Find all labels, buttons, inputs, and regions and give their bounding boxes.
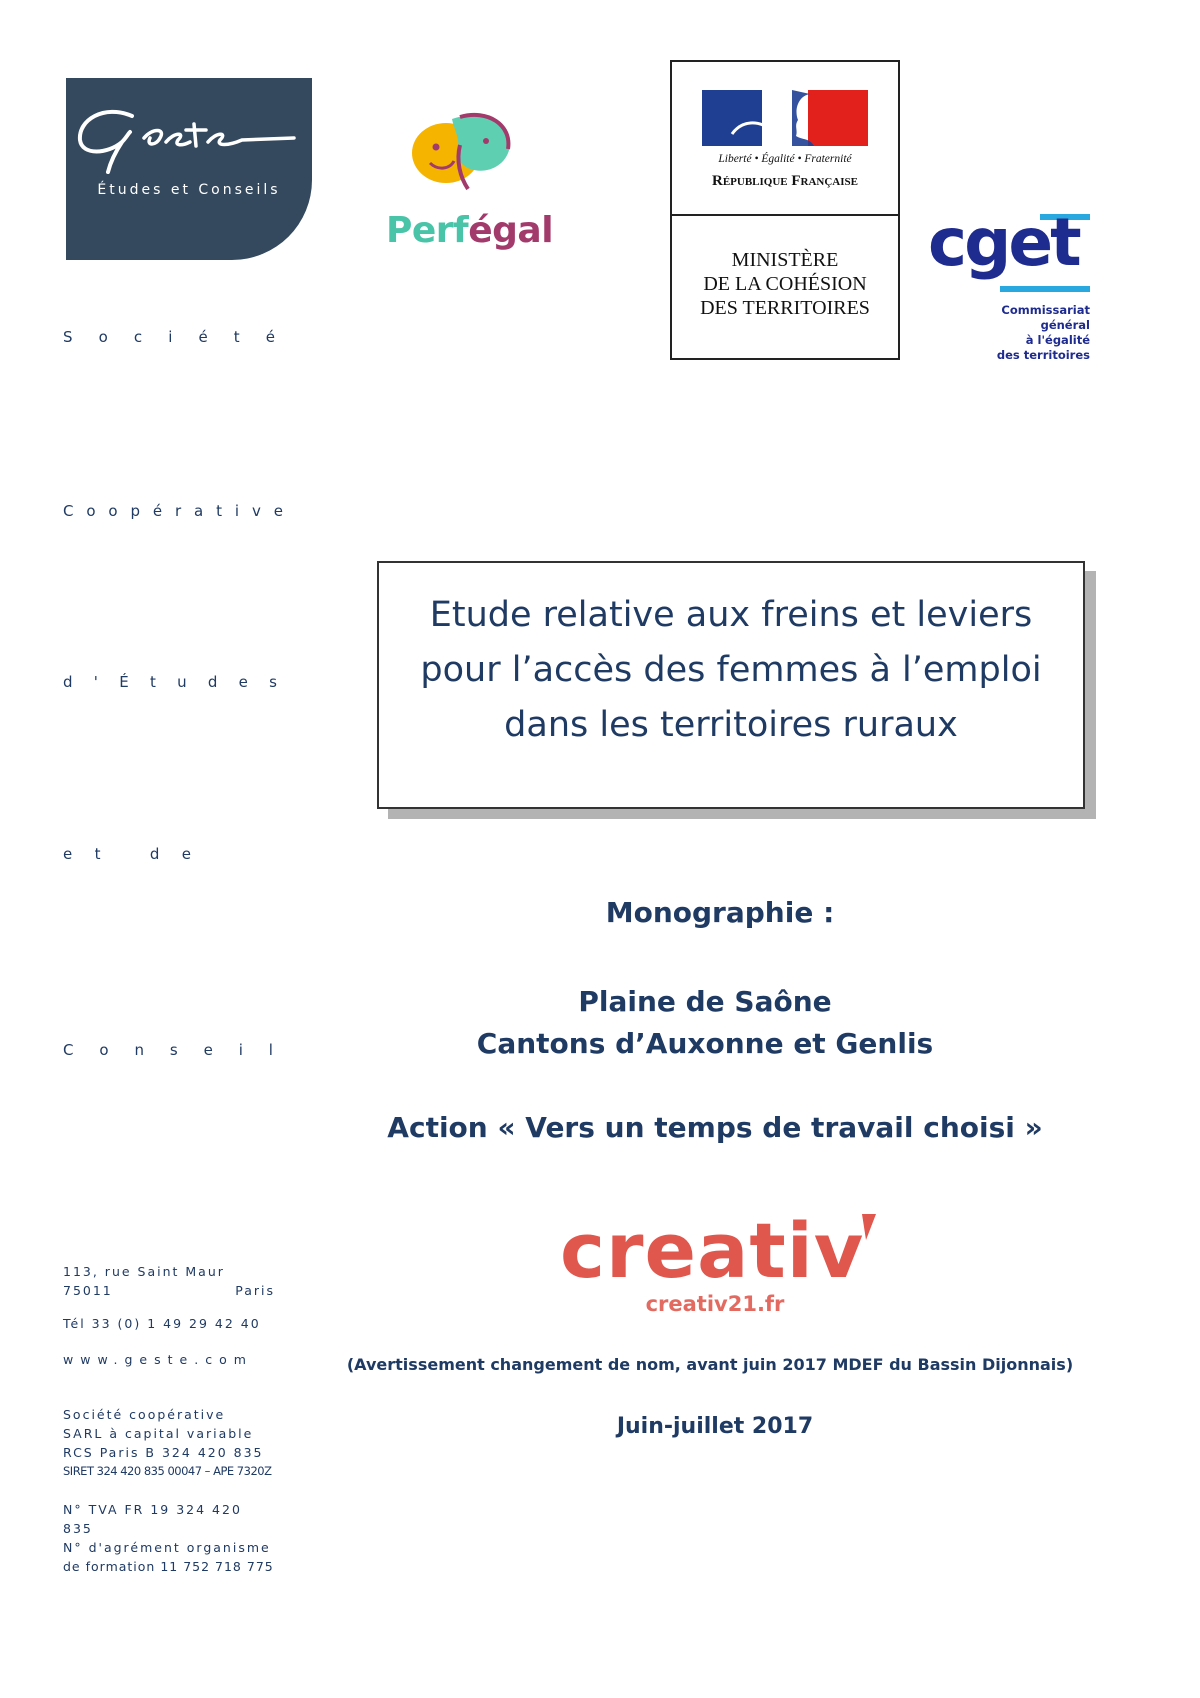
cget-line4: des territoires [996,348,1090,362]
marianne-flag-icon [702,90,868,148]
sidebar-letter: u [177,673,187,691]
sidebar-letter: é [198,328,208,346]
legal-line6: N° d'agrément organisme [63,1540,271,1555]
sidebar-letter: t [233,328,240,346]
address-block [63,1262,275,1300]
cget-line1: Commissariat [1001,303,1090,317]
legal-line3: RCS Paris B 324 420 835 [63,1445,264,1460]
republique-motto: Liberté • Égalité • Fraternité [718,153,852,165]
sidebar-word-etudes [63,673,277,691]
sidebar-letter: i [168,328,173,346]
sidebar-letter: o [99,1041,109,1059]
title-line2: pour l’accès des femmes à l’emploi [420,649,1042,690]
website-line: www.geste.com [63,1352,253,1367]
sidebar-letter: t [216,502,223,520]
cget-bar-bottom [1000,286,1090,292]
sidebar-letter: É [119,673,129,691]
sidebar-letter: é [152,502,163,520]
action-heading: Action « Vers un temps de travail choisi » [387,1111,1043,1144]
sidebar-letter: e [203,1041,213,1059]
sidebar-letter: p [130,502,141,520]
legal-line4: SIRET 324 420 835 00047 – APE 7320Z [63,1464,272,1478]
sidebar-letter: v [251,502,261,520]
address-part: 75011 [63,1283,113,1298]
cget-line2: général [1040,318,1090,332]
sidebar-letter: a [194,502,204,520]
address-part: Paris [235,1283,275,1298]
sidebar-letter: s [169,1041,178,1059]
sidebar-letter: S [63,328,73,346]
sidebar-letter: n [134,1041,144,1059]
sidebar-word-et-de [63,845,191,863]
ministry-line1: MINISTÈRE [731,249,839,271]
sidebar-letter: é [265,328,275,346]
sidebar-letter: r [175,502,182,520]
perfegal-logo-text [386,210,554,251]
title-box [377,561,1085,809]
creativ-logo-text: creativ [560,1206,865,1295]
ministry-line3: DES TERRITOIRES [700,297,870,319]
sidebar-letter: c [133,328,143,346]
sidebar-letter: e [63,845,73,863]
creativ-apostrophe-icon [856,1212,880,1246]
date-text: Juin-juillet 2017 [616,1414,814,1439]
sidebar-letter: t [94,845,101,863]
sidebar-letter: o [98,328,108,346]
sidebar-letter [123,845,128,863]
perfegal-faces-icon [408,105,518,199]
sidebar-letter: d [63,673,73,691]
sidebar-letter: t [149,673,156,691]
cget-line3: à l'égalité [1025,333,1090,347]
legal-block [63,1405,275,1481]
notice-text: (Avertissement changement de nom, avant juin 2017 MDEF du Bassin Dijonnais) [346,1355,1074,1374]
phone-line: Tél 33 (0) 1 49 29 42 40 [63,1316,261,1331]
legal-line7: de formation 11 752 718 775 [63,1559,274,1574]
ministry-name [672,248,898,320]
sidebar-letter: C [63,502,74,520]
sidebar-letter: i [234,502,240,520]
geste-subtitle: Études et Conseils [97,182,281,198]
legal-line5: N° TVA FR 19 324 420 835 [63,1502,242,1536]
sidebar-letter: e [238,673,248,691]
location-heading [330,981,1080,1065]
republique-name: République Française [712,173,858,189]
title-line3: dans les territoires ruraux [504,704,958,745]
republique-ministry-logo [670,60,900,360]
sidebar-letter: ' [93,673,98,691]
cget-subtitle [940,303,1090,363]
sidebar-letter: e [181,845,191,863]
sidebar-letter: o [86,502,96,520]
sidebar-letter: s [269,673,277,691]
sidebar-letter: l [268,1041,273,1059]
republique-block [672,62,898,216]
address-line1: 113, rue Saint Maur [63,1264,225,1279]
perfegal-part1: Perf [386,210,469,251]
sidebar-letter: d [207,673,218,691]
ministry-line2: DE LA COHÉSION [703,273,867,295]
address-line2 [63,1281,275,1300]
sidebar-word-conseil [63,1041,273,1059]
sidebar-word-cooperative [63,502,283,520]
cget-logo-text: cget [928,204,1079,281]
legal-line1: Société coopérative [63,1407,226,1422]
legal-line2: SARL à capital variable [63,1426,254,1441]
sidebar-word-societe [63,328,275,346]
document-title [420,588,1041,753]
sidebar-letter: d [149,845,160,863]
geste-script-graphic [74,98,304,178]
monographie-heading: Monographie : [605,896,835,929]
sidebar-letter: o [108,502,118,520]
location-line2: Cantons d’Auxonne et Genlis [476,1027,934,1060]
creativ-url: creativ21.fr [645,1292,785,1316]
sidebar-letter: i [238,1041,243,1059]
geste-logo [66,78,312,260]
perfegal-part2: égal [468,210,554,251]
sidebar-letter: C [63,1041,74,1059]
sidebar-letter: e [273,502,283,520]
title-line1: Etude relative aux freins et leviers [429,594,1033,635]
location-line1: Plaine de Saône [578,985,832,1018]
tva-block [63,1500,275,1576]
